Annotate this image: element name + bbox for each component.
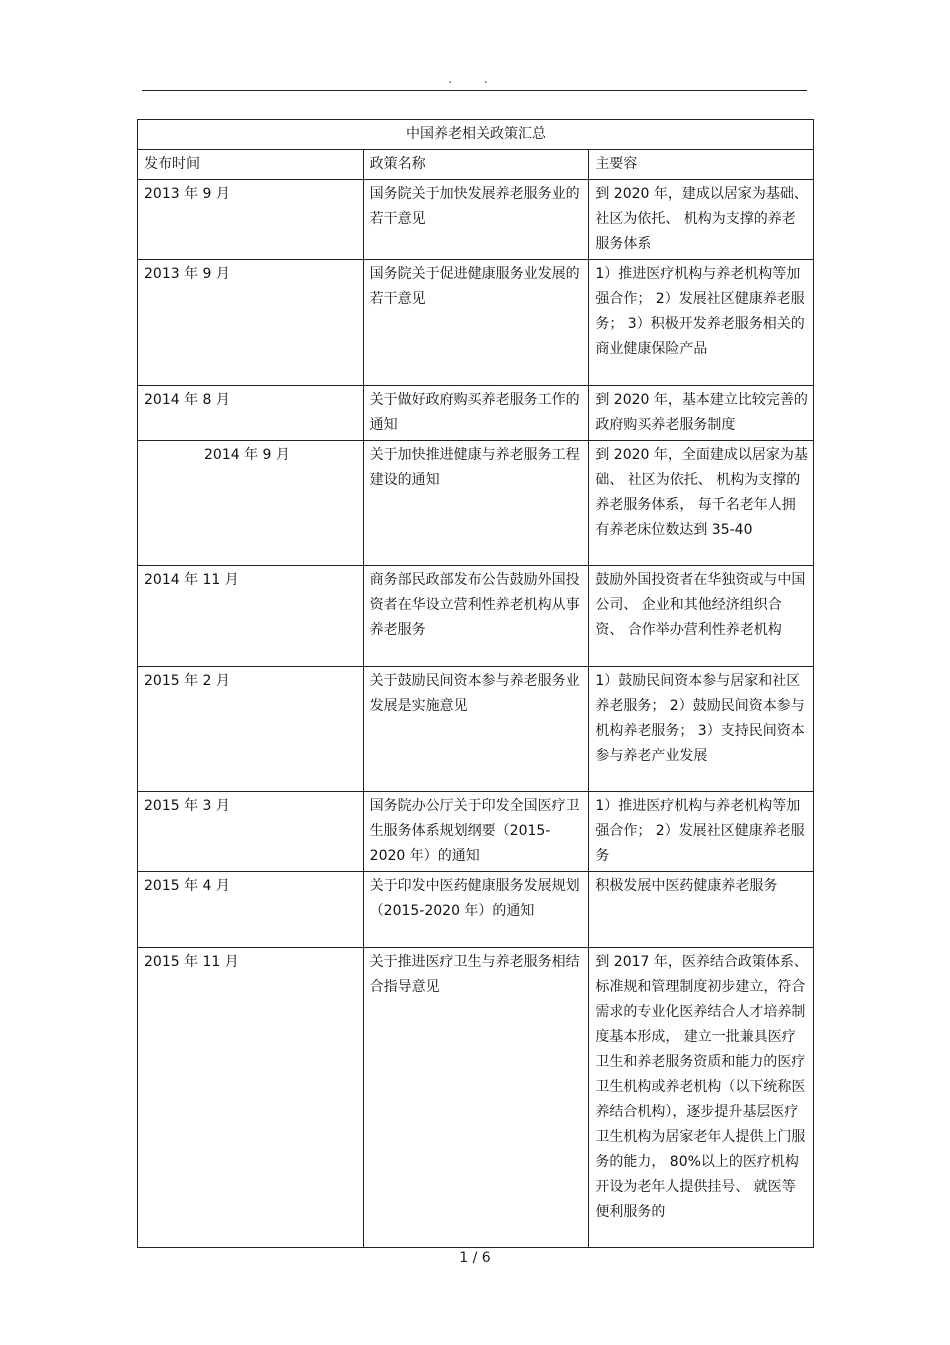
row-policy-name: 国务院办公厅关于印发全国医疗卫生服务体系规划纲要（2015-2020 年）的通知 bbox=[363, 792, 589, 872]
policy-table bbox=[137, 119, 814, 1248]
row-date: 2013 年 9 月 bbox=[138, 260, 364, 386]
row-policy-name: 关于加快推进健康与养老服务工程建设的通知 bbox=[363, 441, 589, 566]
table-row bbox=[138, 441, 814, 566]
table-row bbox=[138, 386, 814, 441]
row-content: 1）推进医疗机构与养老机构等加强合作； 2）发展社区健康养老服务； 3）积极开发养老服务相关的商业健康保险产品 bbox=[589, 260, 814, 386]
row-date: 2014 年 8 月 bbox=[138, 386, 364, 441]
row-content: 鼓励外国投资者在华独资或与中国公司、 企业和其他经济组织合资、 合作举办营利性养老机构 bbox=[589, 566, 814, 667]
row-date: 2015 年 11 月 bbox=[138, 948, 364, 1248]
row-policy-name: 商务部民政部发布公告鼓励外国投资者在华设立营利性养老机构从事养老服务 bbox=[363, 566, 589, 667]
row-policy-name: 关于做好政府购买养老服务工作的通知 bbox=[363, 386, 589, 441]
table-row bbox=[138, 180, 814, 260]
row-date: 2013 年 9 月 bbox=[138, 180, 364, 260]
row-date: 2014 年 11 月 bbox=[138, 566, 364, 667]
table-row bbox=[138, 260, 814, 386]
header-content: 主要容 bbox=[589, 150, 814, 180]
row-policy-name: 国务院关于促进健康服务业发展的若干意见 bbox=[363, 260, 589, 386]
row-date: 2014 年 9 月 bbox=[138, 441, 364, 566]
table-header-row bbox=[138, 150, 814, 180]
table-row bbox=[138, 667, 814, 792]
row-policy-name: 国务院关于加快发展养老服务业的若干意见 bbox=[363, 180, 589, 260]
header-marks: . . bbox=[448, 72, 502, 86]
table-row bbox=[138, 872, 814, 948]
header-date: 发布时间 bbox=[138, 150, 364, 180]
row-content: 到 2020 年，基本建立比较完善的政府购买养老服务制度 bbox=[589, 386, 814, 441]
table-title-row bbox=[138, 120, 814, 150]
row-content: 1）鼓励民间资本参与居家和社区养老服务； 2）鼓励民间资本参与机构养老服务； 3）支持民间资本参与养老产业发展 bbox=[589, 667, 814, 792]
page-number: 1 / 6 bbox=[459, 1250, 491, 1266]
table-row bbox=[138, 792, 814, 872]
table-title: 中国养老相关政策汇总 bbox=[138, 120, 814, 150]
row-date: 2015 年 2 月 bbox=[138, 667, 364, 792]
row-policy-name: 关于鼓励民间资本参与养老服务业发展是实施意见 bbox=[363, 667, 589, 792]
row-policy-name: 关于印发中医药健康服务发展规划（2015-2020 年）的通知 bbox=[363, 872, 589, 948]
row-content: 到 2017 年，医养结合政策体系、标准规和管理制度初步建立，符合需求的专业化医养结合人才培养制度基本形成， 建立一批兼具医疗卫生和养老服务资质和能力的医疗卫生机构或养老机构（以下统称医养结合机构），逐步提升基层医疗卫生机构为居家老年人提供上门服务的能力， 80%以上的医疗机构开设为老年人提供挂号、 就医等便利服务的 bbox=[589, 948, 814, 1248]
header-name: 政策名称 bbox=[363, 150, 589, 180]
row-policy-name: 关于推进医疗卫生与养老服务相结合指导意见 bbox=[363, 948, 589, 1248]
table-row bbox=[138, 566, 814, 667]
table-row bbox=[138, 948, 814, 1248]
header-rule bbox=[142, 90, 807, 91]
row-date: 2015 年 4 月 bbox=[138, 872, 364, 948]
row-content: 1）推进医疗机构与养老机构等加强合作； 2）发展社区健康养老服务 bbox=[589, 792, 814, 872]
row-date: 2015 年 3 月 bbox=[138, 792, 364, 872]
row-content: 到 2020 年，建成以居家为基础、社区为依托、 机构为支撑的养老服务体系 bbox=[589, 180, 814, 260]
row-content: 到 2020 年，全面建成以居家为基础、 社区为依托、 机构为支撑的养老服务体系， 每千名老年人拥有养老床位数达到 35-40 bbox=[589, 441, 814, 566]
row-content: 积极发展中医药健康养老服务 bbox=[589, 872, 814, 948]
